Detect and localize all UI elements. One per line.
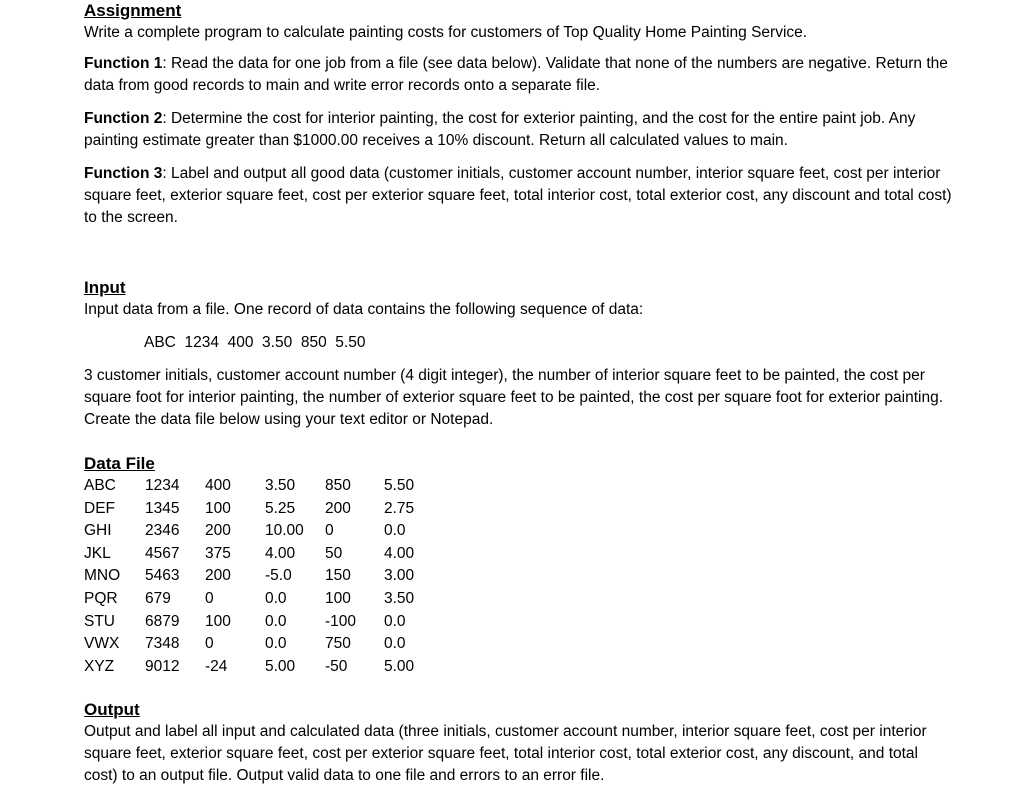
table-cell: 0.0 [265, 612, 287, 630]
table-cell: 0.0 [384, 635, 406, 653]
data-file-table [84, 475, 434, 678]
table-cell: DEF [84, 499, 115, 517]
table-cell: 750 [325, 635, 351, 653]
table-row [84, 475, 434, 498]
table-row [84, 498, 434, 521]
table-cell: 1345 [145, 499, 180, 517]
table-cell: 5.00 [265, 657, 296, 675]
table-cell: GHI [84, 522, 112, 540]
function-1-text: : Read the data for one job from a file (see data below). Validate that none of the numbers are negative. Return the data from good records to main and write error records onto a separate file. [84, 55, 948, 94]
table-cell: 0.0 [265, 635, 287, 653]
table-cell: 100 [325, 589, 351, 607]
input-section [84, 277, 954, 431]
function-2-label: Function 2 [84, 110, 163, 127]
data-file-heading: Data File [84, 454, 155, 473]
table-cell: 1234 [145, 477, 180, 494]
table-cell: -100 [325, 612, 357, 630]
function-2-text: : Determine the cost for interior painting, the cost for exterior painting, and the cost for the entire paint job. Any painting estimate greater than $1000.00 receives a 10% discount. Return all calculated values to main. [84, 110, 916, 149]
table-cell: 100 [205, 612, 231, 630]
table-cell: 5463 [145, 567, 180, 585]
table-cell: 3.50 [265, 477, 296, 494]
table-cell: 4567 [145, 544, 180, 562]
output-heading: Output [84, 700, 140, 719]
table-cell: 10.00 [265, 522, 304, 540]
function-3-text: : Label and output all good data (customer initials, customer account number, interior square feet, cost per interior square feet, exterior square feet, cost per exterior square feet, total interior cost, total exterior cost, any discount and total cost) to the screen. [84, 165, 952, 226]
function-3-paragraph [84, 163, 954, 229]
input-heading: Input [84, 278, 126, 297]
table-cell: 4.00 [265, 544, 296, 562]
table-cell: 0 [325, 522, 334, 540]
table-cell: MNO [84, 567, 121, 585]
table-cell: 0.0 [384, 612, 406, 630]
assignment-heading: Assignment [84, 1, 182, 20]
table-cell: 2.75 [384, 499, 415, 517]
table-row [84, 543, 434, 566]
table-cell: 7348 [145, 635, 180, 653]
table-cell: 5.50 [384, 477, 415, 494]
assignment-section [84, 0, 954, 229]
table-cell: 0 [205, 589, 214, 607]
table-cell: 679 [145, 589, 171, 607]
table-cell: STU [84, 612, 115, 630]
table-cell: 200 [205, 567, 231, 585]
output-section [84, 699, 954, 787]
table-cell: 400 [205, 477, 231, 494]
input-intro: Input data from a file. One record of data contains the following sequence of data: [84, 301, 644, 318]
table-cell: 200 [205, 522, 231, 540]
table-row [84, 656, 434, 679]
function-1-label: Function 1 [84, 55, 163, 72]
input-description: 3 customer initials, customer account number (4 digit integer), the number of interior square feet to be painted, the cost per square foot for interior painting, the number of exterior square feet to be painted, the cost per square foot for exterior painting. Create the data file below using your text editor or Notepad. [84, 367, 944, 428]
table-row [84, 520, 434, 543]
table-cell: 375 [205, 544, 231, 562]
table-cell: -5.0 [265, 567, 292, 585]
table-cell: 100 [205, 499, 231, 517]
function-3-label: Function 3 [84, 165, 163, 182]
table-cell: JKL [84, 544, 111, 562]
table-cell: 5.25 [265, 499, 296, 517]
table-cell: 850 [325, 477, 351, 494]
table-cell: -24 [205, 657, 228, 675]
table-cell: 4.00 [384, 544, 415, 562]
table-row [84, 611, 434, 634]
table-cell: 2346 [145, 522, 180, 540]
table-row [84, 633, 434, 656]
table-cell: 3.00 [384, 567, 415, 585]
table-cell: 5.00 [384, 657, 415, 675]
table-cell: 3.50 [384, 589, 415, 607]
table-cell: 9012 [145, 657, 180, 675]
table-cell: 200 [325, 499, 351, 517]
assignment-intro: Write a complete program to calculate painting costs for customers of Top Quality Home Painting Service. [84, 24, 808, 41]
table-cell: 0 [205, 635, 214, 653]
output-text: Output and label all input and calculated data (three initials, customer account number, interior square feet, cost per interior square feet, exterior square feet, cost per exterior square feet, total interior cost, total exterior cost, any discount, and total cost) to an output file. Output valid data to one file and errors to an error file. [84, 723, 927, 784]
table-cell: PQR [84, 589, 118, 607]
table-cell: VWX [84, 635, 120, 653]
table-cell: XYZ [84, 657, 115, 675]
table-cell: 150 [325, 567, 351, 585]
table-row [84, 565, 434, 588]
table-cell: -50 [325, 657, 348, 675]
input-sample-record: ABC 1234 400 3.50 850 5.50 [144, 334, 366, 351]
function-1-paragraph [84, 53, 954, 97]
table-cell: 50 [325, 544, 343, 562]
table-cell: ABC [84, 477, 116, 494]
data-file-section [84, 453, 484, 678]
table-cell: 0.0 [265, 589, 287, 607]
function-2-paragraph [84, 108, 954, 152]
table-cell: 6879 [145, 612, 180, 630]
table-cell: 0.0 [384, 522, 406, 540]
table-row [84, 588, 434, 611]
